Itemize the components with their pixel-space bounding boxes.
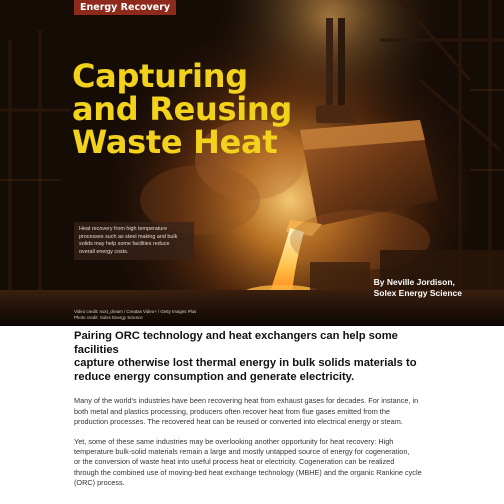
image-caption <box>74 222 194 260</box>
paragraph-line: production processes. The recovered heat can be reused or converted into electrical energy or steam. <box>74 416 403 426</box>
lead-line: reduce energy consumption and generate electricity. <box>74 370 355 383</box>
paragraph-line: through the combined use of moving-bed heat exchange technology (MBHE) and the organic Rankine cycle <box>74 467 422 477</box>
video-credit: Video credit: nuxt_dream / Creatas Video+ / Getty Images Plus <box>74 309 197 314</box>
photo-credit: Photo credit: Solex Energy Science <box>74 315 143 320</box>
image-caption-line: overall energy costs. <box>79 248 129 255</box>
paragraph-line: Many of the world's industries have been recovering heat from exhaust gases for decades. For instance, in <box>74 396 419 406</box>
article-body <box>74 330 434 498</box>
media-credit <box>74 309 196 321</box>
author-byline <box>374 277 462 299</box>
author-name: By Neville Jordison, <box>373 277 455 287</box>
paragraph-line: (ORC) process. <box>74 477 125 487</box>
paragraph-2 <box>74 437 434 488</box>
category-tag[interactable]: Energy Recovery <box>74 0 176 15</box>
image-caption-line: solids may help some facilities reduce <box>79 241 170 248</box>
article-lead <box>74 330 434 384</box>
author-affiliation: Solex Energy Science <box>373 288 462 298</box>
paragraph-line: both metal and plastics processing, producers often recover heat from flue gases emitted from the <box>74 406 390 416</box>
paragraph-line: temperature bulk-solid materials remain a large and mostly untapped source of energy for cogeneration, <box>74 447 410 457</box>
lead-line: Pairing ORC technology and heat exchangers can help some facilities <box>74 330 398 356</box>
article-title-line: Waste Heat <box>72 123 278 161</box>
paragraph-1 <box>74 396 434 427</box>
article-title-line: Capturing <box>72 57 248 95</box>
article-title <box>72 57 292 161</box>
image-caption-line: processes such as steel making and bulk <box>79 233 178 240</box>
lead-line: capture otherwise lost thermal energy in bulk solids materials to <box>74 357 417 370</box>
paragraph-line: or the conversion of waste heat into useful process heat or electricity. Cogeneration can be realized <box>74 457 395 467</box>
paragraph-line: Yet, some of these same industries may be overlooking another opportunity for heat recovery: High <box>74 436 394 446</box>
image-caption-line: Heat recovery from high temperature <box>79 226 168 232</box>
article-title-line: and Reusing <box>72 90 292 128</box>
